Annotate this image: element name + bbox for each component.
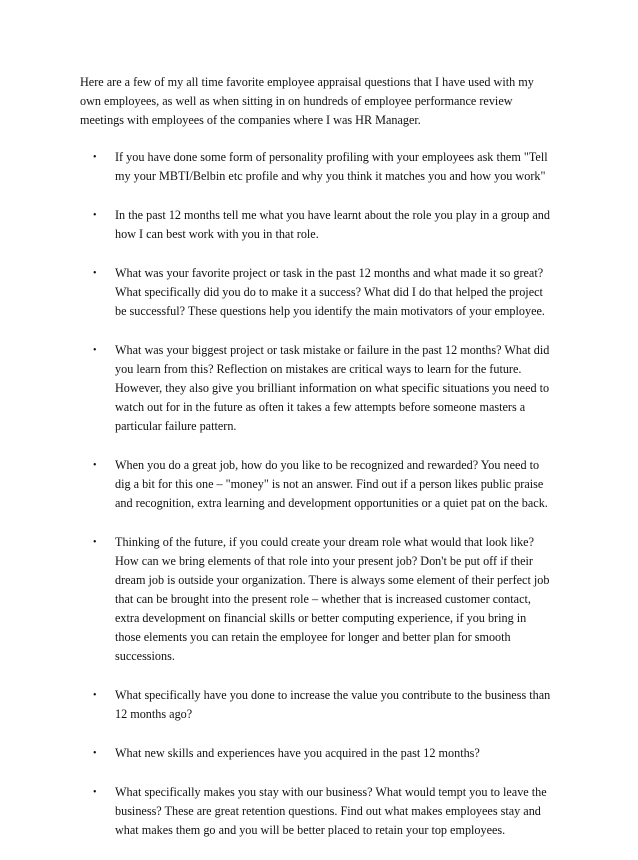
question-line: 12 months ago? [115, 707, 193, 721]
question-line: What specifically did you do to make it a success? What did I do that helped the project [115, 285, 543, 299]
question-line: However, they also give you brilliant information on what specific situations you need to [115, 381, 550, 395]
question-line: you learn from this? Reflection on mistakes are critical ways to learn for the future. [115, 362, 522, 376]
intro-line: Here are a few of my all time favorite employee appraisal questions that I have used with my [80, 75, 534, 89]
question-line: those elements you can retain the employee for longer and better plan for smooth [115, 630, 511, 644]
question-line: Thinking of the future, if you could create your dream role what would that look like? [115, 535, 534, 549]
question-line: how I can best work with you in that role. [115, 227, 319, 241]
question-line: dig a bit for this one – "money" is not an answer. Find out if a person likes public praise [115, 477, 544, 491]
question-line: When you do a great job, how do you like to be recognized and rewarded? You need to [115, 458, 540, 472]
bullet-icon: • [93, 345, 97, 356]
question-item [80, 456, 562, 513]
bullet-icon: • [93, 787, 97, 798]
question-line: What was your biggest project or task mistake or failure in the past 12 months? What did [115, 343, 550, 357]
question-item [80, 206, 562, 244]
question-line: that can be brought into the present role – whether that is increased customer contact, [115, 592, 531, 606]
question-line: business? These are great retention questions. Find out what makes employees stay and [115, 804, 541, 818]
question-line: If you have done some form of personality profiling with your employees ask them "Tell [115, 150, 548, 164]
question-list [80, 148, 562, 840]
bullet-icon: • [93, 210, 97, 221]
bullet-icon: • [93, 268, 97, 279]
question-line: extra development on financial skills or better computing experience, if you bring in [115, 611, 527, 625]
bullet-icon: • [93, 690, 97, 701]
intro-line: own employees, as well as when sitting in on hundreds of employee performance review [80, 94, 513, 108]
question-item [80, 264, 562, 321]
question-line: watch out for in the future as often it takes a few attempts before someone masters a [115, 400, 526, 414]
question-item [80, 783, 562, 840]
intro-line: meetings with employees of the companies where I was HR Manager. [80, 113, 421, 127]
question-item [80, 533, 562, 666]
question-line: dream job is outside your organization. There is always some element of their perfect job [115, 573, 550, 587]
bullet-icon: • [93, 537, 97, 548]
question-line: In the past 12 months tell me what you have learnt about the role you play in a group and [115, 208, 550, 222]
question-line: How can we bring elements of that role into your present job? Don't be put off if their [115, 554, 533, 568]
question-item [80, 686, 562, 724]
question-line: particular failure pattern. [115, 419, 237, 433]
question-line: What specifically have you done to increase the value you contribute to the business than [115, 688, 551, 702]
question-item [80, 341, 562, 436]
question-item [80, 744, 562, 763]
intro-paragraph [80, 73, 562, 130]
bullet-icon: • [93, 748, 97, 759]
bullet-icon: • [93, 460, 97, 471]
question-line: successions. [115, 649, 175, 663]
question-line: what makes them go and you will be better placed to retain your top employees. [115, 823, 506, 837]
question-line: be successful? These questions help you identify the main motivators of your employee. [115, 304, 545, 318]
bullet-icon: • [93, 152, 97, 163]
document-page [80, 73, 562, 860]
question-line: my your MBTI/Belbin etc profile and why you think it matches you and how you work" [115, 169, 546, 183]
question-item [80, 148, 562, 186]
question-line: What specifically makes you stay with our business? What would tempt you to leave the [115, 785, 547, 799]
question-line: What was your favorite project or task in the past 12 months and what made it so great? [115, 266, 544, 280]
question-line: What new skills and experiences have you acquired in the past 12 months? [115, 746, 480, 760]
question-line: and recognition, extra learning and development opportunities or a quiet pat on the back. [115, 496, 548, 510]
